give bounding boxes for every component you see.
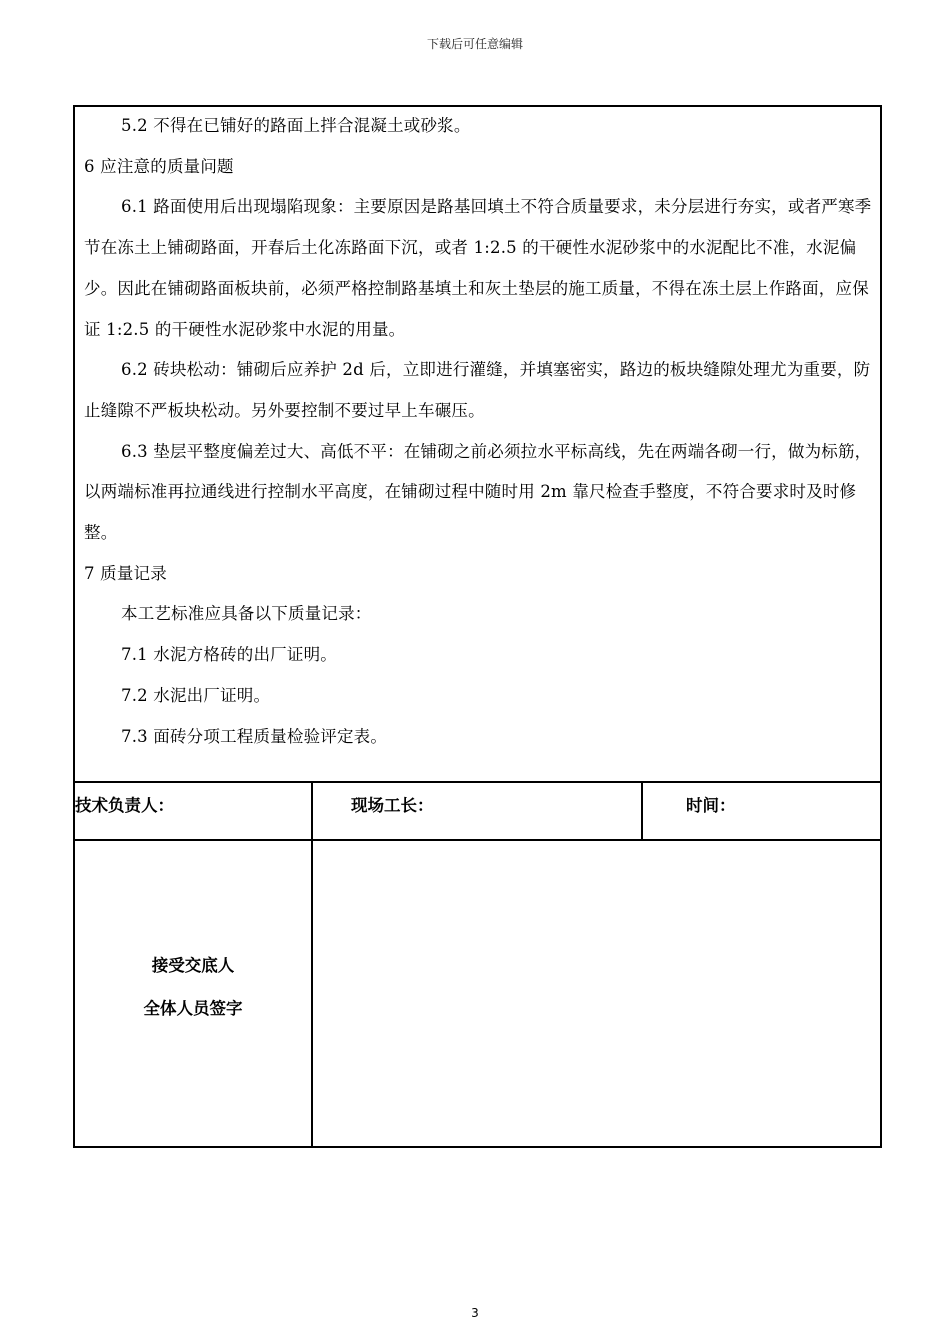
paragraph: 7.2 水泥出厂证明。 [121, 685, 271, 705]
table-border-mid [73, 839, 882, 841]
paragraph: 本工艺标准应具备以下质量记录： [121, 604, 372, 624]
page-number: 3 [471, 1306, 479, 1320]
paragraph: 5.2 不得在已铺好的路面上拌合混凝土或砂浆。 [121, 116, 471, 135]
recipients-sign-label: 全体人员签字 [143, 999, 243, 1018]
signature-area[interactable] [313, 842, 880, 1145]
section-heading: 6 应注意的质量问题 [84, 156, 234, 176]
table-divider-2 [641, 781, 643, 841]
paragraph: 6.1 路面使用后出现塌陷现象：主要原因是路基回填土不符合质量要求，未分层进行夯实，或者严寒季节在冻土上铺砌路面，开春后土化冻路面下沉，或者 1:2.5 的干硬性水泥砂浆中的水泥配比不准，水泥偏少。因此在铺砌路面板块前，必须严格控制路基填土和灰土垫层的施工质量，不得在冻土层上作路面，应保证 1:2.5 的干硬性水泥砂浆中水泥的用量。 [84, 197, 872, 339]
site-manager-label: 现场工长： [351, 796, 434, 815]
time-label: 时间： [686, 796, 736, 815]
tech-lead-label: 技术负责人： [75, 796, 174, 815]
paragraph: 6.3 垫层平整度偏差过大、高低不平：在铺砌之前必须拉水平标高线，先在两端各砌一行，做为标筋，以两端标准再拉通线进行控制水平高度，在铺砌过程中随时用 2m 靠尺检查手整度，不符合要求时及时修整。 [84, 441, 872, 543]
section-heading: 7 质量记录 [84, 563, 167, 583]
table-border-right [880, 781, 882, 1148]
paragraph: 7.1 水泥方格砖的出厂证明。 [121, 645, 337, 665]
body-text [84, 106, 874, 757]
paragraph: 6.2 砖块松动：铺砌后应养护 2d 后，立即进行灌缝，并填塞密实，路边的板块缝隙处理尤为重要，防止缝隙不严板块松动。另外要控制不要过早上车碾压。 [84, 360, 871, 420]
header-note: 下载后可任意编辑 [426, 37, 523, 51]
recipients-label: 接受交底人 [151, 956, 235, 975]
paragraph: 7.3 面砖分项工程质量检验评定表。 [121, 726, 388, 746]
table-border-bottom [73, 1146, 882, 1148]
